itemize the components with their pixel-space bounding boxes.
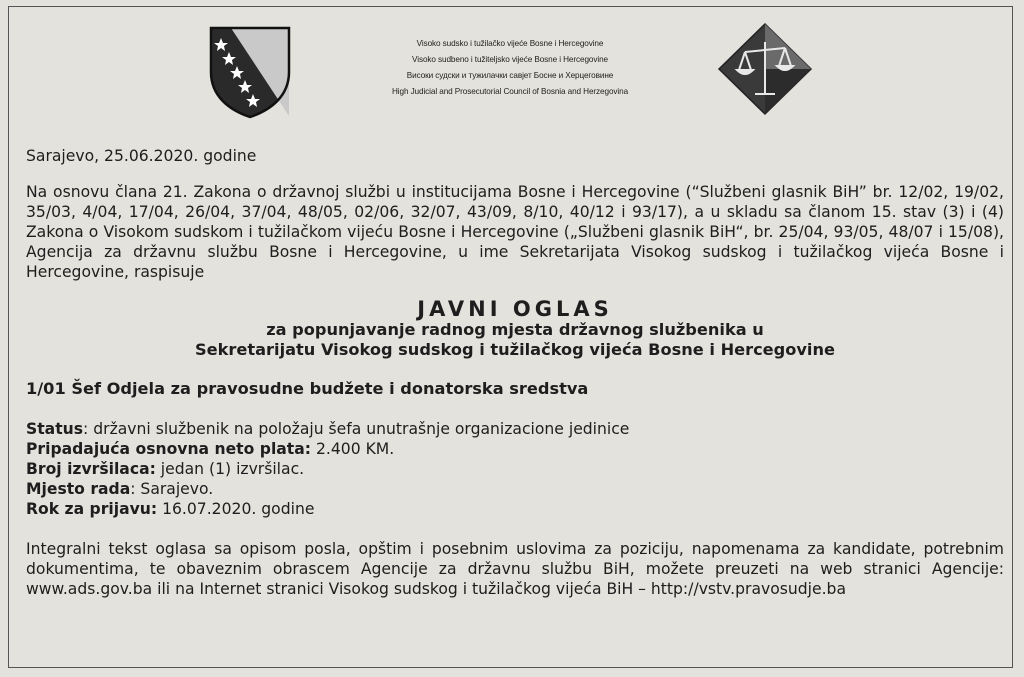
place-label: Mjesto rada <box>26 480 131 498</box>
status-value: : državni službenik na položaju šefa unutrašnje organizacione jedinice <box>83 420 630 438</box>
salary-value: 2.400 KM. <box>311 440 395 458</box>
announcement-body <box>26 146 1004 615</box>
subtitle-line-1: za popunjavanje radnog mjesta državnog službenika u <box>266 320 764 339</box>
closing-paragraph: Integralni tekst oglasa sa opisom posla, opštim i posebnim uslovima za poziciju, napomenama za kandidate, potrebnim dokumentima, te obaveznim obrascem Agencije za državnu službu BiH, možete preuzeti na web stranici Agencije: www.ads.gov.ba ili na Internet stranici Visokog sudskog i tužilačkog vijeća BiH – http://vstv.pravosudje.ba <box>26 540 1004 598</box>
status-row <box>26 419 1004 439</box>
count-value: jedan (1) izvršilac. <box>155 460 305 478</box>
announcement-title: JAVNI OGLAS <box>417 297 613 321</box>
bih-coat-of-arms-icon <box>207 24 293 120</box>
salary-label: Pripadajuća osnovna neto plata: <box>26 440 312 458</box>
intro-paragraph: Na osnovu člana 21. Zakona o državnoj službi u institucijama Bosne i Hercegovine (“Službeni glasnik BiH” br. 12/02, 19/02, 35/03, 4/04, 17/04, 26/04, 37/04, 48/05, 02/06, 32/07, 43/09, 8/10, 40/12 i 93/17), a u skladu sa članom 15. stav (3) i (4) Zakona o Visokom sudskom i tužilačkom vijeću Bosne i Hercegovine („Službeni glasnik BiH“, br. 25/04, 93/05, 48/07 i 15/08), Agencija za državnu službu Bosne i Hercegovine, u ime Sekretarijata Visokog sudskog i tužilačkog vijeća Bosne i Hercegovine, raspisuje <box>26 183 1004 281</box>
deadline-label: Rok za prijavu: <box>26 500 158 518</box>
council-name-bosnian: Visoko sudsko i tužilačko vijeće Bosne i Hercegovine <box>416 39 604 48</box>
place-row <box>26 479 1004 499</box>
council-name-english: High Judicial and Prosecutorial Council of Bosnia and Herzegovina <box>391 87 629 96</box>
status-label: Status <box>26 420 84 438</box>
position-details <box>26 419 1004 519</box>
date-line: Sarajevo, 25.06.2020. godine <box>26 147 257 165</box>
hjpc-scales-logo-icon <box>717 22 813 116</box>
council-names <box>330 36 690 100</box>
deadline-row <box>26 499 1004 519</box>
salary-row <box>26 439 1004 459</box>
position-title: 1/01 Šef Odjela za pravosudne budžete i donatorska sredstva <box>26 379 589 398</box>
deadline-value: 16.07.2020. godine <box>157 500 315 518</box>
subtitle-line-2: Sekretarijatu Visokog sudskog i tužilačkog vijeća Bosne i Hercegovine <box>195 340 835 359</box>
council-name-croatian: Visoko sudbeno i tužiteljsko vijeće Bosne i Hercegovine <box>412 55 608 64</box>
count-row <box>26 459 1004 479</box>
count-label: Broj izvršilaca: <box>26 460 156 478</box>
title-block <box>26 298 1004 360</box>
council-name-serbian: Високи судски и тужилачки савјет Босне и Херцеговине <box>406 71 614 80</box>
header <box>0 0 1024 140</box>
place-value: : Sarajevo. <box>130 480 214 498</box>
